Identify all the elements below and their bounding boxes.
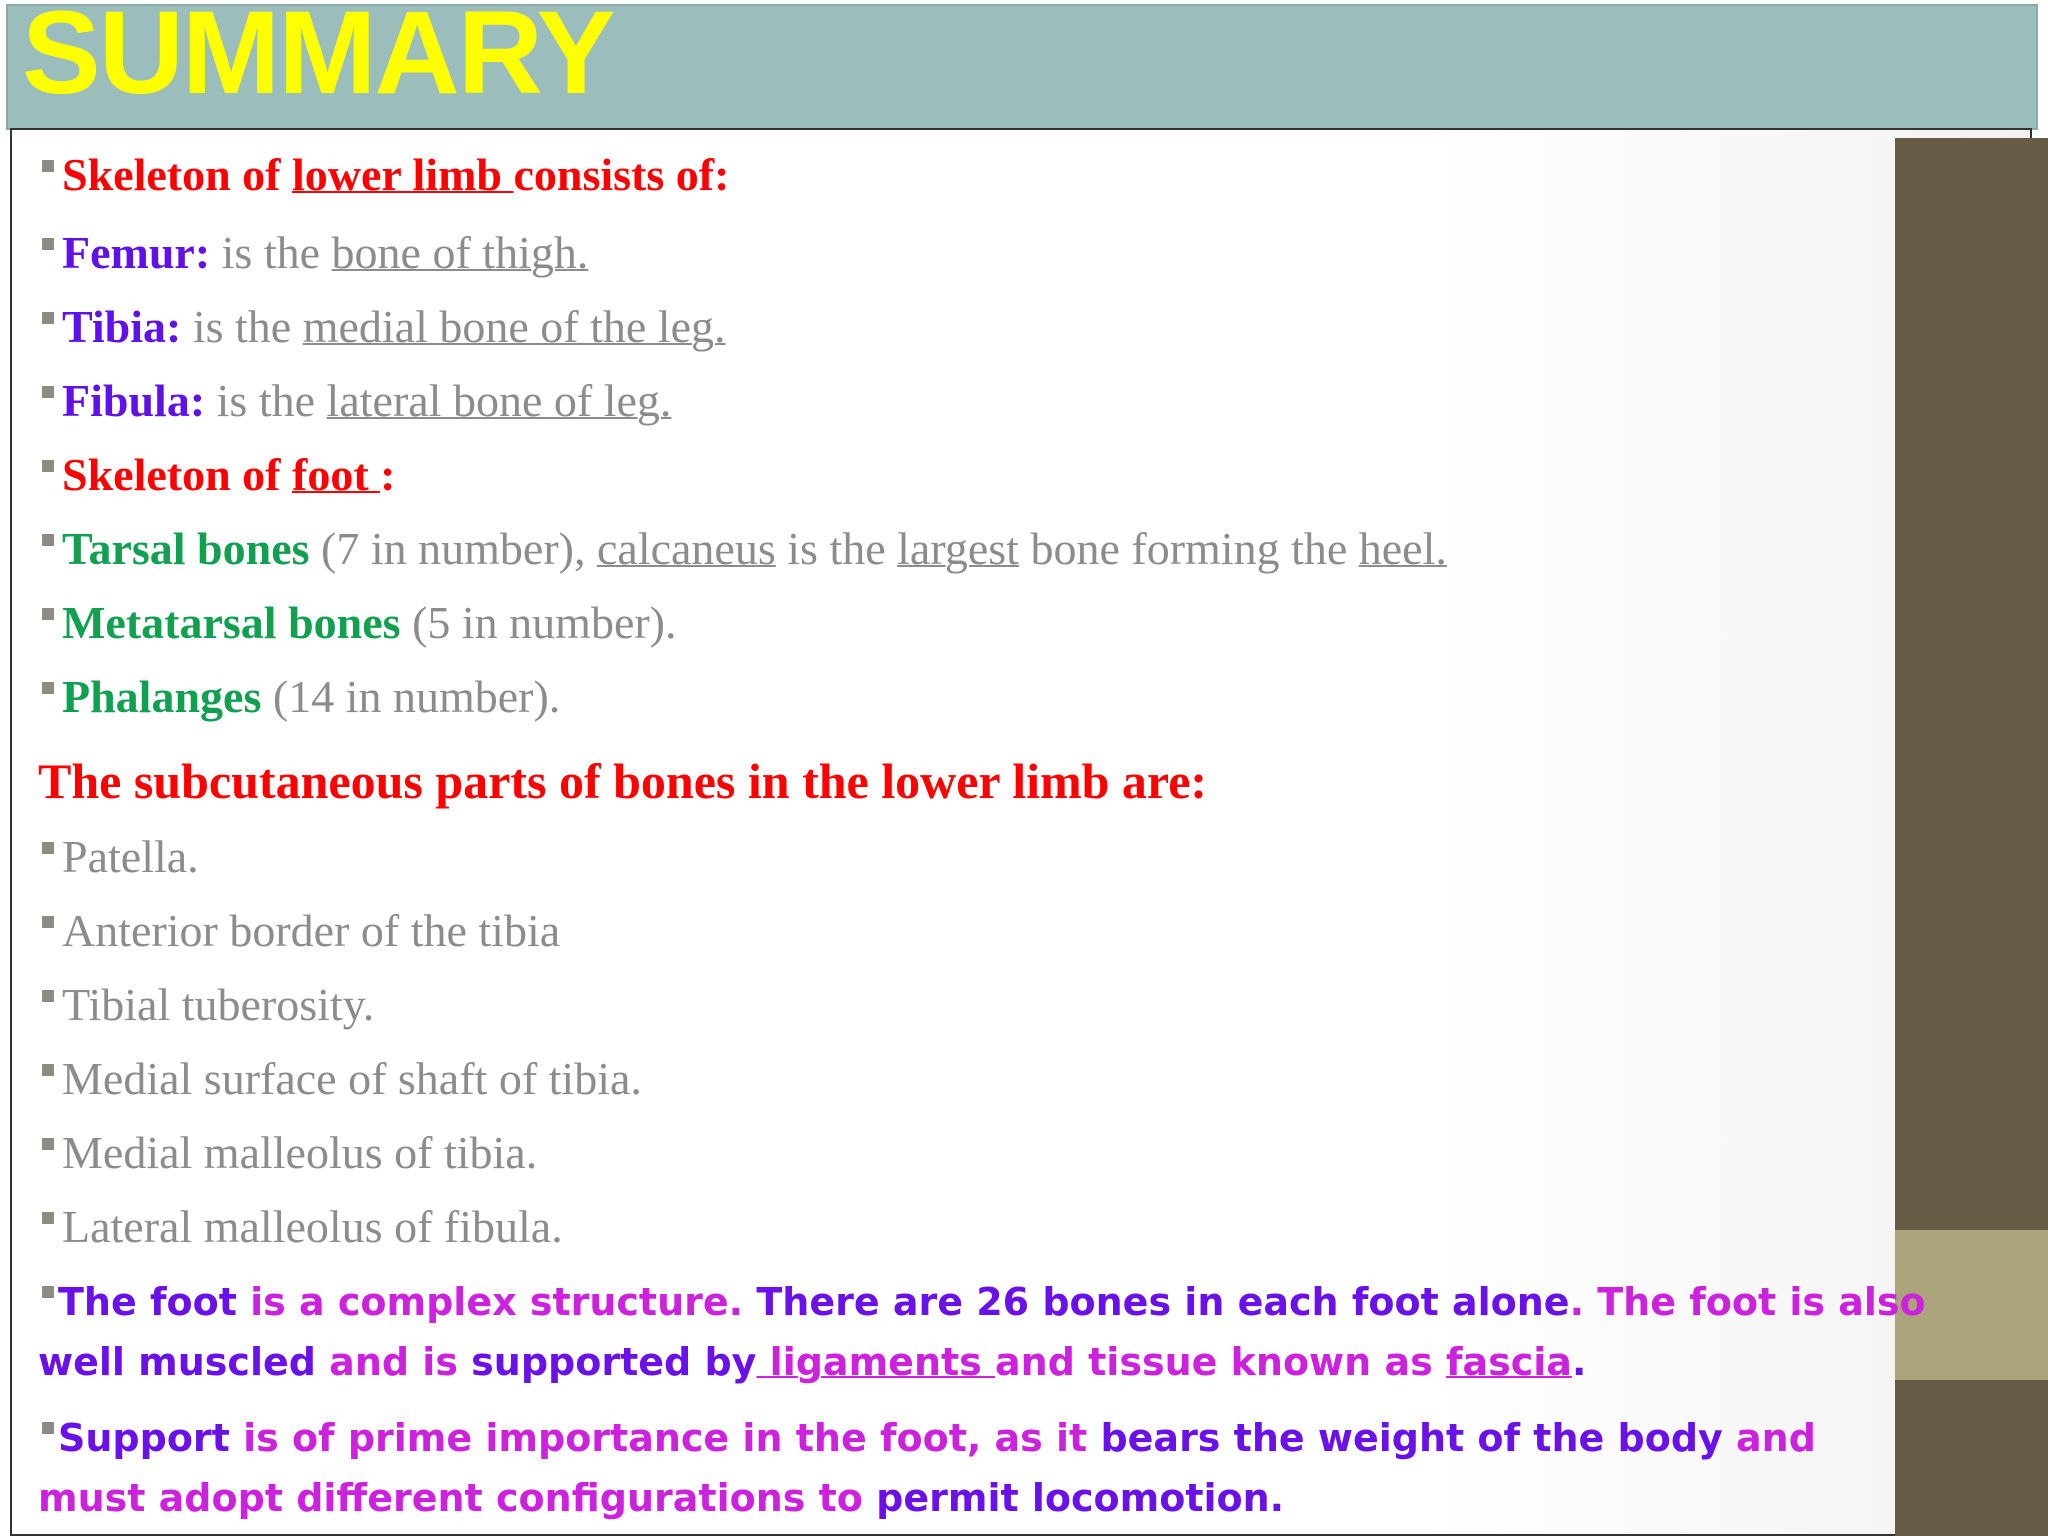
text-segment: (7 in number), — [309, 523, 597, 574]
text-segment: is the — [205, 375, 327, 426]
text-segment: : — [380, 449, 396, 500]
text-segment: Fibula: — [62, 375, 206, 426]
text-segment: bone of thigh. — [331, 227, 589, 278]
bullet-icon — [42, 312, 54, 324]
text-segment: foot — [292, 449, 381, 500]
bullet-icon — [42, 534, 54, 546]
text-segment: Skeleton of — [62, 149, 292, 200]
text-segment: There are 26 bones in each foot alone — [743, 1280, 1570, 1324]
text-segment: well muscled — [38, 1340, 316, 1384]
text-segment: fascia — [1445, 1340, 1572, 1384]
text-segment: is a complex structure. — [236, 1280, 744, 1324]
text-segment: is the — [181, 301, 303, 352]
bullet-icon — [42, 682, 54, 694]
list-item-text: Patella. — [62, 831, 199, 882]
text-segment: heel. — [1358, 523, 1447, 574]
line-fibula — [28, 374, 671, 427]
bullet-icon — [42, 160, 54, 172]
list-item-text: Medial malleolus of tibia. — [62, 1127, 538, 1178]
bullet-icon — [42, 916, 54, 928]
text-segment: ligaments — [756, 1340, 996, 1384]
text-segment: consists of: — [513, 149, 730, 200]
bullet-icon — [42, 990, 54, 1002]
text-segment: supported by — [457, 1340, 757, 1384]
bullet-icon — [42, 386, 54, 398]
list-item — [28, 1200, 563, 1253]
text-segment: is the — [775, 523, 898, 574]
text-segment: lateral bone of leg. — [326, 375, 672, 426]
bullet-icon — [42, 1064, 54, 1076]
bullet-icon — [42, 1422, 54, 1434]
text-segment: is of prime importance in the foot, as it — [229, 1416, 1088, 1460]
text-segment: permit locomotion. — [862, 1476, 1285, 1520]
list-item — [28, 830, 199, 883]
text-segment: Tarsal bones — [62, 523, 310, 574]
list-item — [28, 978, 374, 1031]
text-segment: and tissue known as — [995, 1340, 1446, 1384]
subcutaneous-heading: The subcutaneous parts of bones in the lower limb are: — [38, 753, 1208, 809]
bullet-icon — [42, 842, 54, 854]
line-femur — [28, 226, 588, 279]
text-segment: bone forming the — [1018, 523, 1359, 574]
text-segment: largest — [897, 523, 1019, 574]
text-segment: Metatarsal bones — [62, 597, 401, 648]
title-bar — [6, 0, 2038, 130]
bullet-icon — [42, 1212, 54, 1224]
line-foot-skeleton — [28, 448, 395, 501]
text-segment: Phalanges — [62, 671, 262, 722]
text-segment: . — [1571, 1340, 1587, 1384]
list-item-text: Lateral malleolus of fibula. — [62, 1201, 563, 1252]
text-segment: . The foot is also — [1569, 1280, 1926, 1324]
text-segment: calcaneus — [596, 523, 776, 574]
line-lower-limb — [28, 148, 729, 201]
bullet-icon — [42, 238, 54, 250]
list-item — [28, 1052, 642, 1105]
list-item-text: Medial surface of shaft of tibia. — [62, 1053, 642, 1104]
line-tarsal — [28, 522, 1447, 575]
support-paragraph — [38, 1408, 1918, 1528]
text-segment: medial bone of the leg. — [302, 301, 726, 352]
bullet-icon — [42, 1138, 54, 1150]
list-item-text: Tibial tuberosity. — [62, 979, 375, 1030]
text-segment: (14 in number). — [261, 671, 561, 722]
text-segment: bears the weight of the body — [1087, 1416, 1723, 1460]
list-item — [28, 1126, 537, 1179]
text-segment: Femur: — [62, 227, 211, 278]
text-segment: Skeleton of — [62, 449, 292, 500]
foot-structure-paragraph — [38, 1272, 2018, 1392]
text-segment: and must adopt different configurations to — [38, 1416, 1816, 1520]
bullet-icon — [42, 1286, 54, 1298]
line-metatarsal — [28, 596, 677, 649]
text-segment: and is — [315, 1340, 458, 1384]
slide-title: SUMMARY — [22, 0, 614, 119]
text-segment: lower limb — [292, 149, 514, 200]
list-item — [28, 904, 560, 957]
text-segment: is the — [210, 227, 332, 278]
bullet-icon — [42, 608, 54, 620]
bullet-icon — [42, 460, 54, 472]
line-phalanges — [28, 670, 560, 723]
text-segment: (5 in number). — [400, 597, 677, 648]
text-segment: Support — [58, 1416, 230, 1460]
list-item-text: Anterior border of the tibia — [62, 905, 561, 956]
text-segment: The foot — [58, 1280, 237, 1324]
text-segment: Tibia: — [62, 301, 182, 352]
line-tibia — [28, 300, 726, 353]
